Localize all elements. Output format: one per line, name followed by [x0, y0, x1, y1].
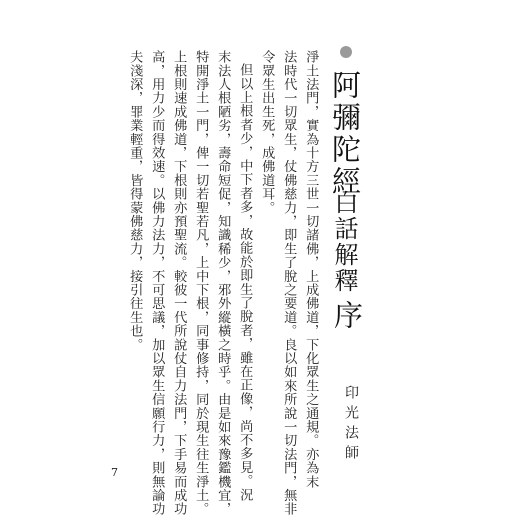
body-line: 上根則速成佛道，下根則亦預聖流。較彼一代所說仗自力法門，下手易而成功 [171, 50, 187, 516]
body-line: 夫淺深，罪業輕重，皆得蒙佛慈力，接引往生也。 [127, 50, 143, 352]
body-line: 高，用力少而得效速。以佛力法力，不可思議，加以眾生信願行力，則無論功 [149, 50, 165, 516]
author-name: 印光法師 [343, 385, 359, 465]
book-title: 阿彌陀經 [328, 70, 362, 198]
book-subtitle: 白話解釋 [330, 190, 358, 294]
body-line: 特開淨土一門，俾一切若聖若凡，上中下根，同事修持，同於現生往生淨土。 [193, 50, 209, 516]
bullet-dot-icon [340, 46, 352, 58]
preface-heading: 序 [330, 300, 364, 329]
body-text [125, 50, 319, 516]
body-line: 但以上根者少，中下者多，故能於即生了脫者，雖在正像，尚不多見。況 [237, 63, 253, 502]
body-line: 令眾生出生死，成佛道耳。 [259, 50, 275, 215]
body-line: 法時代一切眾生，仗佛慈力，即生了脫之要道。良以如來所說一切法門，無非 [281, 50, 297, 516]
body-line: 末法人根陋劣，壽命短促，知識稀少，邪外縱橫之時乎。由是如來豫鑑機宜， [215, 50, 231, 516]
page-number: 7 [111, 466, 118, 479]
body-line: 淨土法門，實為十方三世一切諸佛，上成佛道，下化眾生之通規。亦為末 [303, 50, 319, 489]
title-block [328, 40, 370, 329]
